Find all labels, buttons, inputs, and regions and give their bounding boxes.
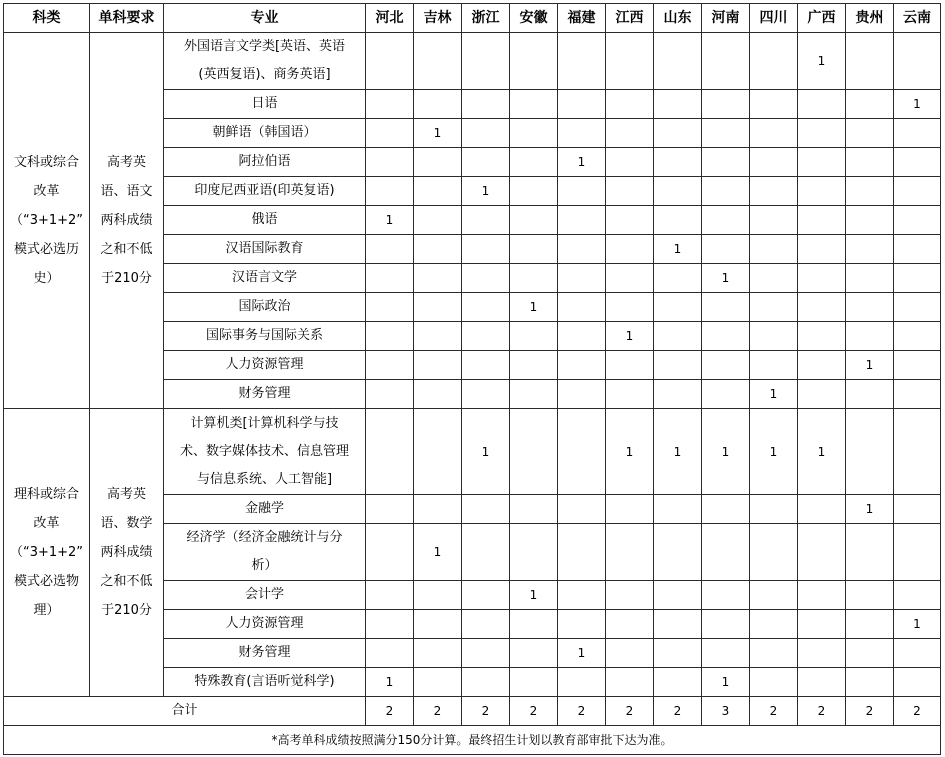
quota-cell (654, 206, 702, 235)
quota-cell (510, 33, 558, 90)
quota-cell: 1 (798, 33, 846, 90)
major-cell: 国际事务与国际关系 (164, 322, 366, 351)
quota-cell (558, 119, 606, 148)
total-cell: 2 (462, 697, 510, 726)
quota-cell (414, 668, 462, 697)
quota-cell (702, 351, 750, 380)
quota-cell (894, 264, 941, 293)
quota-cell: 1 (750, 409, 798, 495)
header-province: 云南 (894, 4, 941, 33)
quota-cell (462, 90, 510, 119)
quota-cell (510, 148, 558, 177)
quota-cell (366, 264, 414, 293)
quota-cell (606, 90, 654, 119)
quota-cell (894, 380, 941, 409)
quota-cell (558, 33, 606, 90)
quota-cell (462, 581, 510, 610)
quota-cell (654, 639, 702, 668)
quota-cell (414, 148, 462, 177)
quota-cell (702, 206, 750, 235)
quota-cell (750, 524, 798, 581)
quota-cell (558, 206, 606, 235)
quota-cell (846, 668, 894, 697)
quota-cell (750, 177, 798, 206)
quota-cell (702, 639, 750, 668)
quota-cell: 1 (654, 235, 702, 264)
quota-cell (462, 495, 510, 524)
quota-cell (894, 206, 941, 235)
quota-cell (462, 524, 510, 581)
quota-cell (702, 495, 750, 524)
quota-cell (414, 639, 462, 668)
quota-cell (366, 639, 414, 668)
quota-cell (606, 177, 654, 206)
quota-cell (798, 293, 846, 322)
quota-cell (750, 264, 798, 293)
quota-cell: 1 (510, 581, 558, 610)
quota-cell (366, 524, 414, 581)
total-cell: 2 (366, 697, 414, 726)
quota-cell (462, 668, 510, 697)
quota-cell (750, 581, 798, 610)
quota-cell (654, 524, 702, 581)
quota-cell (702, 148, 750, 177)
quota-cell (366, 293, 414, 322)
quota-cell (846, 264, 894, 293)
quota-cell: 1 (702, 409, 750, 495)
quota-cell (366, 610, 414, 639)
quota-cell (894, 235, 941, 264)
major-cell: 会计学 (164, 581, 366, 610)
major-cell: 俄语 (164, 206, 366, 235)
quota-cell (750, 206, 798, 235)
quota-cell (894, 119, 941, 148)
quota-cell: 1 (366, 206, 414, 235)
quota-cell (510, 380, 558, 409)
quota-cell (846, 409, 894, 495)
quota-cell (510, 610, 558, 639)
major-cell: 印度尼西亚语(印英复语) (164, 177, 366, 206)
quota-cell (798, 380, 846, 409)
header-category: 科类 (4, 4, 90, 33)
quota-cell (798, 119, 846, 148)
quota-cell: 1 (462, 177, 510, 206)
quota-cell (846, 524, 894, 581)
table-row (4, 33, 941, 90)
quota-cell (894, 639, 941, 668)
quota-cell: 1 (702, 264, 750, 293)
header-province: 河南 (702, 4, 750, 33)
header-province: 广西 (798, 4, 846, 33)
quota-cell (414, 264, 462, 293)
quota-cell (750, 668, 798, 697)
quota-cell: 1 (846, 495, 894, 524)
header-province: 福建 (558, 4, 606, 33)
quota-cell (510, 351, 558, 380)
quota-cell: 1 (366, 668, 414, 697)
quota-cell (462, 351, 510, 380)
quota-cell (702, 33, 750, 90)
quota-cell (846, 148, 894, 177)
quota-cell (846, 610, 894, 639)
note-row (4, 726, 941, 755)
quota-cell: 1 (462, 409, 510, 495)
quota-cell (558, 322, 606, 351)
admission-plan-table (3, 3, 941, 755)
header-requirement: 单科要求 (90, 4, 164, 33)
table-row (4, 409, 941, 495)
quota-cell (798, 668, 846, 697)
quota-cell (846, 581, 894, 610)
quota-cell (846, 177, 894, 206)
quota-cell (558, 409, 606, 495)
quota-cell: 1 (510, 293, 558, 322)
quota-cell (750, 351, 798, 380)
quota-cell (846, 639, 894, 668)
total-row (4, 697, 941, 726)
quota-cell (798, 235, 846, 264)
header-province: 河北 (366, 4, 414, 33)
quota-cell: 1 (750, 380, 798, 409)
quota-cell (894, 33, 941, 90)
quota-cell (606, 148, 654, 177)
quota-cell (510, 409, 558, 495)
category-cell: 文科或综合 改革 （“3+1+2” 模式必选历 史） (4, 33, 90, 409)
quota-cell (462, 639, 510, 668)
quota-cell (366, 351, 414, 380)
major-cell: 日语 (164, 90, 366, 119)
header-row (4, 4, 941, 33)
quota-cell (414, 322, 462, 351)
footnote: *高考单科成绩按照满分150分计算。最终招生计划以教育部审批下达为准。 (4, 726, 941, 755)
total-cell: 2 (414, 697, 462, 726)
quota-cell (462, 206, 510, 235)
quota-cell (558, 668, 606, 697)
quota-cell (558, 90, 606, 119)
total-cell: 2 (750, 697, 798, 726)
quota-cell (702, 610, 750, 639)
quota-cell: 1 (606, 322, 654, 351)
quota-cell (510, 668, 558, 697)
quota-cell (510, 206, 558, 235)
quota-cell (894, 495, 941, 524)
quota-cell (702, 293, 750, 322)
quota-cell (894, 409, 941, 495)
quota-cell (606, 264, 654, 293)
quota-cell (462, 322, 510, 351)
quota-cell (702, 119, 750, 148)
quota-cell (702, 235, 750, 264)
quota-cell (750, 33, 798, 90)
quota-cell (702, 322, 750, 351)
quota-cell (414, 581, 462, 610)
quota-cell (558, 351, 606, 380)
quota-cell (606, 235, 654, 264)
quota-cell (606, 581, 654, 610)
quota-cell (366, 235, 414, 264)
quota-cell (798, 495, 846, 524)
quota-cell (798, 322, 846, 351)
quota-cell: 1 (414, 119, 462, 148)
quota-cell (606, 206, 654, 235)
quota-cell (366, 581, 414, 610)
quota-cell (414, 495, 462, 524)
quota-cell: 1 (414, 524, 462, 581)
quota-cell (846, 206, 894, 235)
quota-cell (462, 380, 510, 409)
quota-cell (798, 206, 846, 235)
quota-cell (606, 524, 654, 581)
quota-cell (606, 610, 654, 639)
quota-cell (750, 90, 798, 119)
quota-cell (558, 495, 606, 524)
quota-cell (654, 293, 702, 322)
quota-cell (654, 495, 702, 524)
quota-cell (558, 293, 606, 322)
quota-cell (414, 610, 462, 639)
quota-cell (798, 177, 846, 206)
quota-cell: 1 (558, 639, 606, 668)
quota-cell (366, 322, 414, 351)
quota-cell (894, 177, 941, 206)
quota-cell (510, 235, 558, 264)
quota-cell (414, 33, 462, 90)
quota-cell (462, 610, 510, 639)
quota-cell (414, 351, 462, 380)
quota-cell (366, 90, 414, 119)
quota-cell (414, 293, 462, 322)
quota-cell (798, 264, 846, 293)
total-cell: 2 (510, 697, 558, 726)
quota-cell (894, 351, 941, 380)
quota-cell (750, 639, 798, 668)
quota-cell (414, 177, 462, 206)
major-cell: 人力资源管理 (164, 351, 366, 380)
quota-cell (750, 322, 798, 351)
quota-cell (510, 264, 558, 293)
major-cell: 国际政治 (164, 293, 366, 322)
quota-cell (414, 409, 462, 495)
quota-cell (798, 90, 846, 119)
quota-cell (462, 235, 510, 264)
total-cell: 2 (606, 697, 654, 726)
quota-cell (846, 235, 894, 264)
quota-cell (462, 33, 510, 90)
quota-cell (654, 610, 702, 639)
quota-cell (894, 293, 941, 322)
quota-cell (654, 148, 702, 177)
quota-cell (558, 380, 606, 409)
quota-cell (462, 119, 510, 148)
quota-cell (510, 177, 558, 206)
header-province: 江西 (606, 4, 654, 33)
quota-cell (654, 322, 702, 351)
quota-cell: 1 (894, 90, 941, 119)
quota-cell (894, 668, 941, 697)
quota-cell (750, 293, 798, 322)
quota-cell (606, 668, 654, 697)
quota-cell (510, 322, 558, 351)
quota-cell (606, 33, 654, 90)
quota-cell (798, 581, 846, 610)
quota-cell (414, 206, 462, 235)
header-province: 四川 (750, 4, 798, 33)
quota-cell (846, 293, 894, 322)
major-cell: 经济学（经济金融统计与分 析） (164, 524, 366, 581)
quota-cell (366, 33, 414, 90)
total-cell: 2 (654, 697, 702, 726)
quota-cell (366, 148, 414, 177)
quota-cell (414, 235, 462, 264)
requirement-cell: 高考英 语、数学 两科成绩 之和不低 于210分 (90, 409, 164, 697)
quota-cell (654, 581, 702, 610)
quota-cell: 1 (702, 668, 750, 697)
quota-cell (606, 380, 654, 409)
quota-cell (654, 177, 702, 206)
category-cell: 理科或综合 改革 （“3+1+2” 模式必选物 理） (4, 409, 90, 697)
quota-cell (366, 380, 414, 409)
quota-cell (462, 293, 510, 322)
requirement-cell: 高考英 语、语文 两科成绩 之和不低 于210分 (90, 33, 164, 409)
quota-cell (558, 581, 606, 610)
quota-cell (750, 610, 798, 639)
quota-cell (654, 264, 702, 293)
total-cell: 2 (846, 697, 894, 726)
quota-cell (558, 524, 606, 581)
quota-cell (606, 495, 654, 524)
quota-cell (366, 495, 414, 524)
major-cell: 财务管理 (164, 639, 366, 668)
quota-cell (846, 322, 894, 351)
quota-cell (654, 668, 702, 697)
header-province: 浙江 (462, 4, 510, 33)
quota-cell (366, 177, 414, 206)
quota-cell (894, 581, 941, 610)
major-cell: 财务管理 (164, 380, 366, 409)
quota-cell (846, 380, 894, 409)
major-cell: 朝鲜语（韩国语） (164, 119, 366, 148)
major-cell: 计算机类[计算机科学与技 术、数字媒体技术、信息管理 与信息系统、人工智能] (164, 409, 366, 495)
header-province: 山东 (654, 4, 702, 33)
quota-cell (606, 351, 654, 380)
quota-cell (606, 119, 654, 148)
total-label: 合计 (4, 697, 366, 726)
quota-cell (750, 235, 798, 264)
quota-cell (414, 90, 462, 119)
quota-cell: 1 (654, 409, 702, 495)
quota-cell (894, 148, 941, 177)
major-cell: 阿拉伯语 (164, 148, 366, 177)
quota-cell (558, 235, 606, 264)
header-province: 吉林 (414, 4, 462, 33)
major-cell: 汉语国际教育 (164, 235, 366, 264)
quota-cell (510, 90, 558, 119)
quota-cell (606, 639, 654, 668)
header-major: 专业 (164, 4, 366, 33)
quota-cell (558, 177, 606, 206)
quota-cell (462, 264, 510, 293)
quota-cell (750, 495, 798, 524)
quota-cell (702, 581, 750, 610)
quota-cell (510, 639, 558, 668)
quota-cell (366, 119, 414, 148)
quota-cell (702, 177, 750, 206)
quota-cell (558, 610, 606, 639)
quota-cell (654, 380, 702, 409)
quota-cell (798, 524, 846, 581)
total-cell: 2 (798, 697, 846, 726)
quota-cell (366, 409, 414, 495)
major-cell: 特殊教育(言语听觉科学) (164, 668, 366, 697)
major-cell: 外国语言文学类[英语、英语 (英西复语)、商务英语] (164, 33, 366, 90)
quota-cell (654, 351, 702, 380)
quota-cell: 1 (846, 351, 894, 380)
header-province: 贵州 (846, 4, 894, 33)
quota-cell: 1 (894, 610, 941, 639)
quota-cell (846, 119, 894, 148)
quota-cell (750, 148, 798, 177)
quota-cell (654, 33, 702, 90)
total-cell: 3 (702, 697, 750, 726)
quota-cell (846, 90, 894, 119)
quota-cell (798, 148, 846, 177)
quota-cell (702, 524, 750, 581)
quota-cell (894, 524, 941, 581)
quota-cell (558, 264, 606, 293)
quota-cell: 1 (606, 409, 654, 495)
quota-cell (894, 322, 941, 351)
total-cell: 2 (558, 697, 606, 726)
quota-cell (462, 148, 510, 177)
header-province: 安徽 (510, 4, 558, 33)
quota-cell: 1 (798, 409, 846, 495)
quota-cell (750, 119, 798, 148)
total-cell: 2 (894, 697, 941, 726)
quota-cell (510, 495, 558, 524)
quota-cell (702, 90, 750, 119)
quota-cell (510, 524, 558, 581)
quota-cell (702, 380, 750, 409)
quota-cell: 1 (558, 148, 606, 177)
quota-cell (798, 610, 846, 639)
major-cell: 汉语言文学 (164, 264, 366, 293)
quota-cell (510, 119, 558, 148)
quota-cell (654, 90, 702, 119)
quota-cell (606, 293, 654, 322)
quota-cell (798, 351, 846, 380)
major-cell: 金融学 (164, 495, 366, 524)
quota-cell (654, 119, 702, 148)
quota-cell (798, 639, 846, 668)
major-cell: 人力资源管理 (164, 610, 366, 639)
quota-cell (846, 33, 894, 90)
quota-cell (414, 380, 462, 409)
